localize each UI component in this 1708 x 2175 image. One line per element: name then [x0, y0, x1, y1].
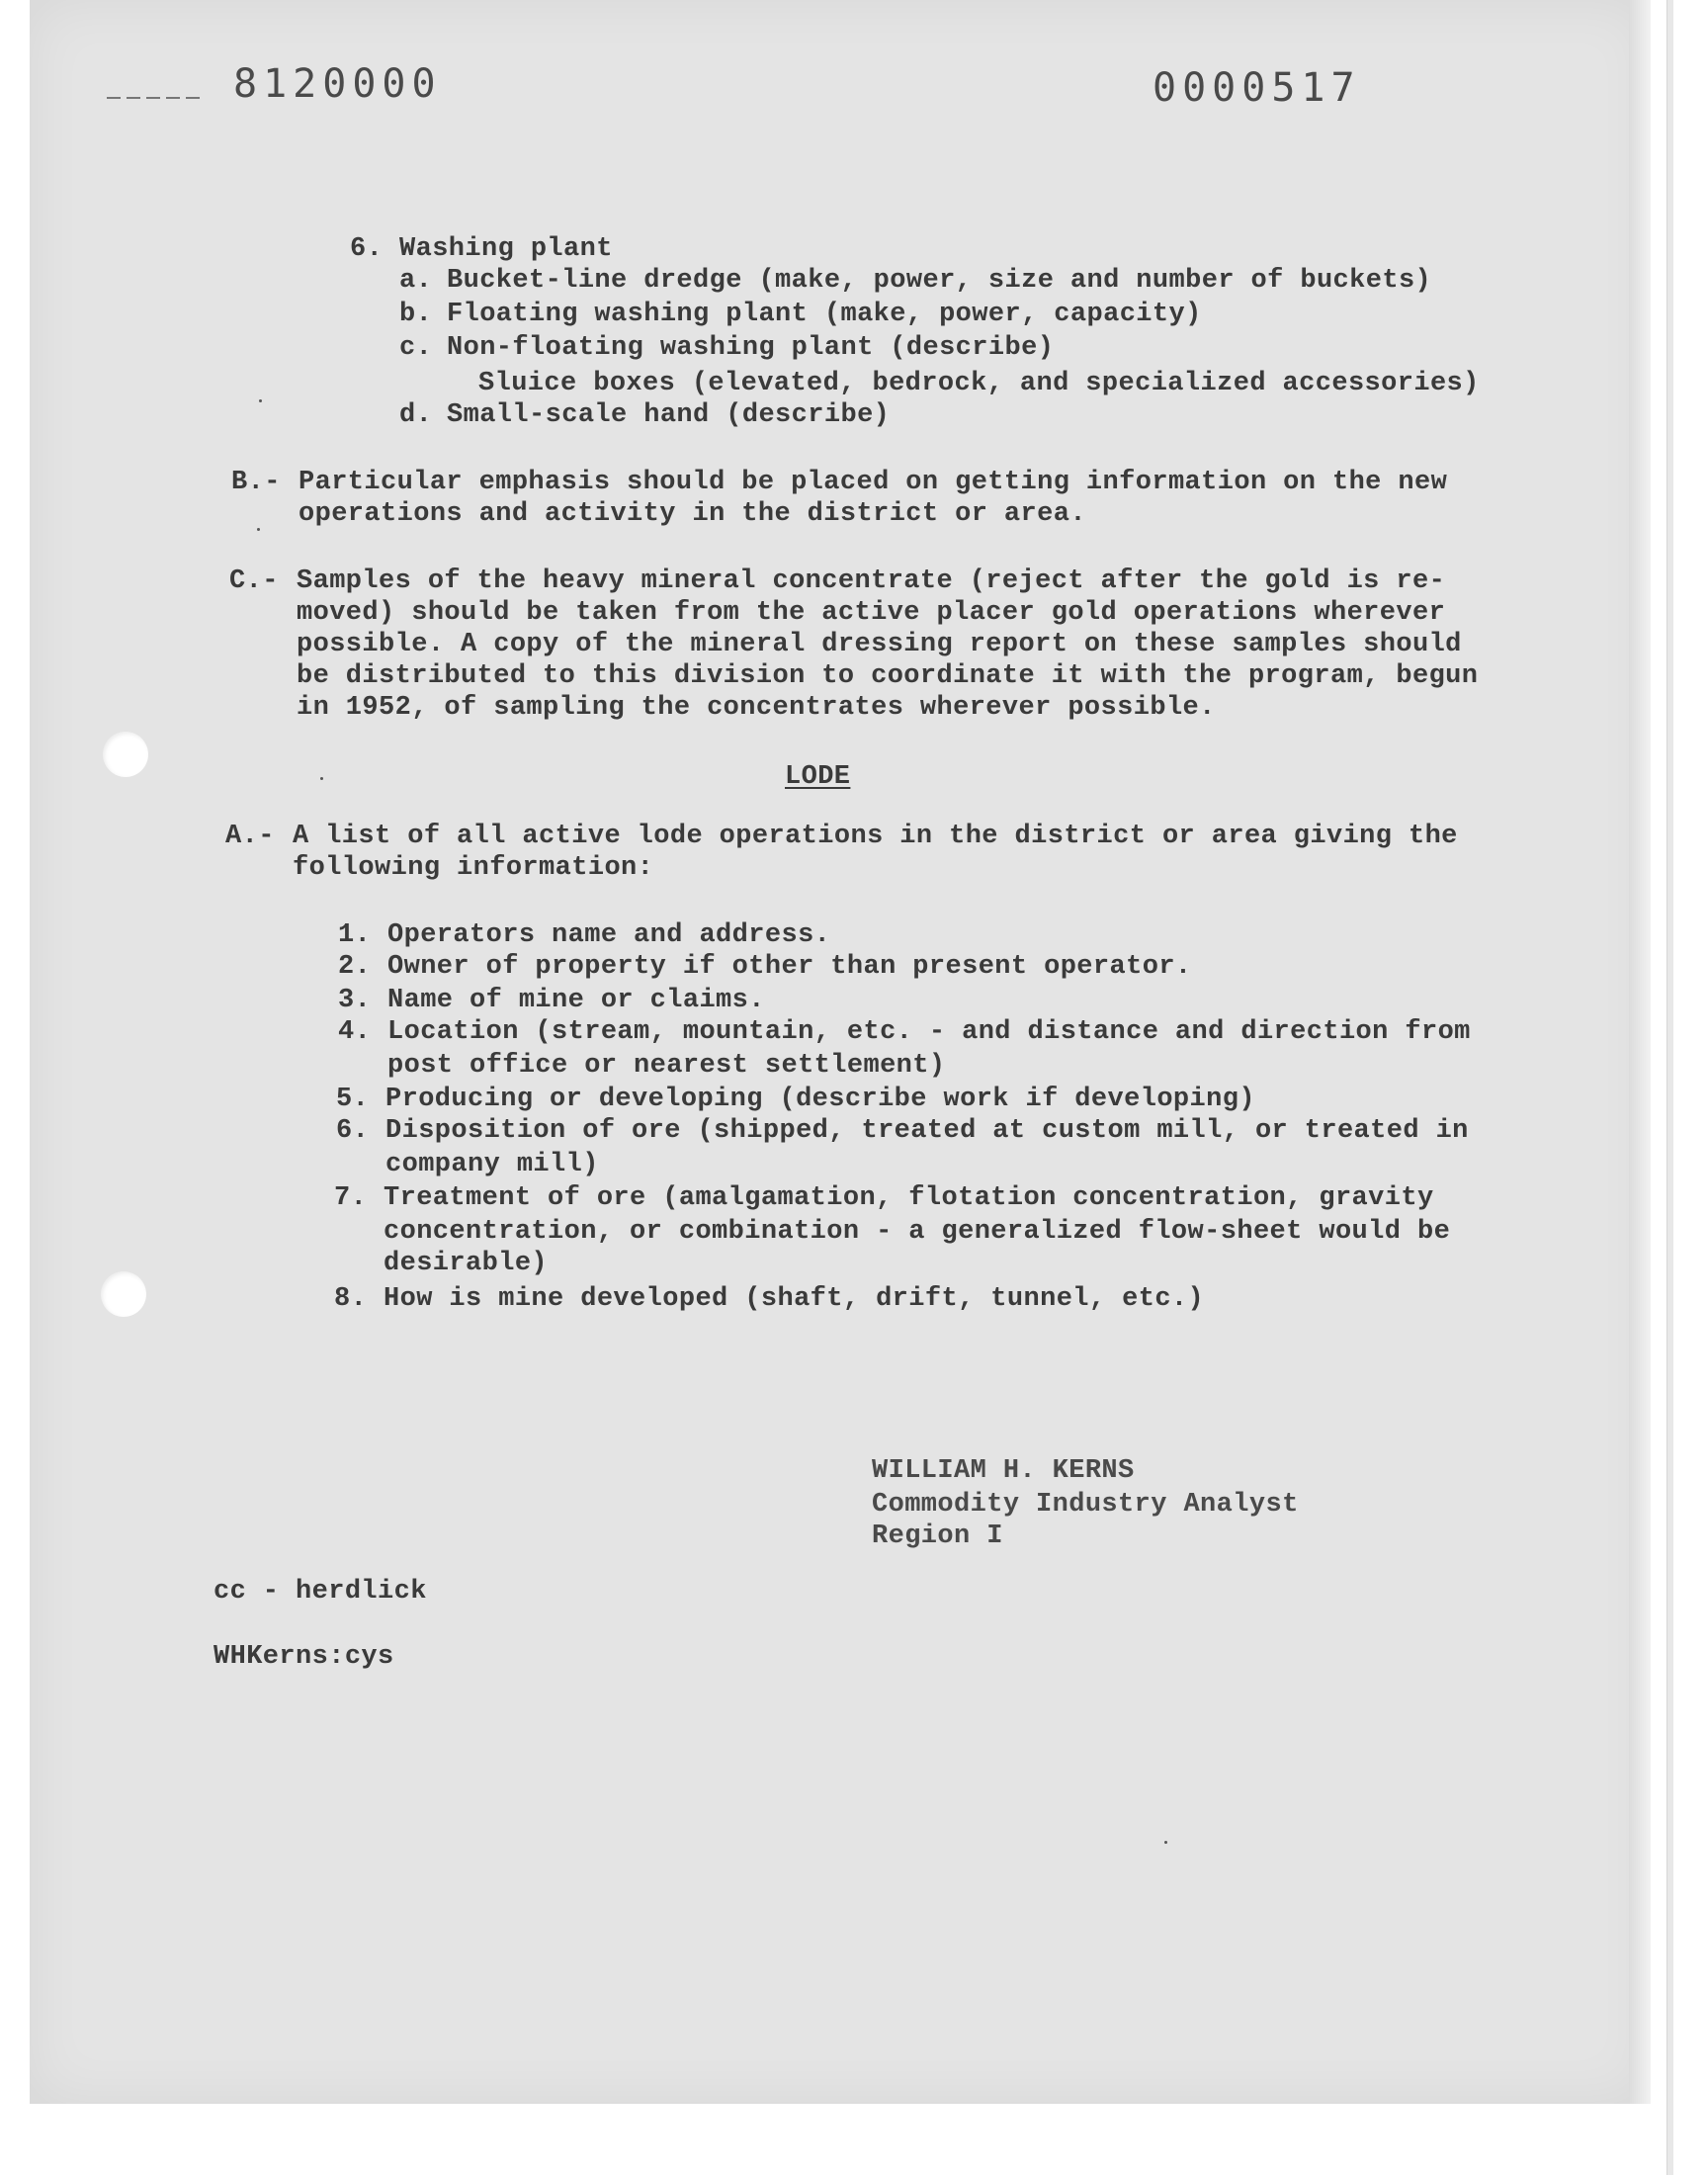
paragraph-line: Samples of the heavy mineral concentrate (reject after the gold is re-	[297, 566, 1446, 596]
paragraph-line: in 1952, of sampling the concentrates wherever possible.	[297, 693, 1216, 723]
washing-item-text: Sluice boxes (elevated, bedrock, and specialized accessories)	[478, 369, 1480, 398]
lode-item-line: Name of mine or claims.	[387, 986, 765, 1015]
washing-item-text: Bucket-line dredge (make, power, size and number of buckets)	[447, 266, 1432, 296]
section-b-label: B.-	[231, 468, 281, 497]
signatory-title: Commodity Industry Analyst	[872, 1490, 1299, 1520]
lode-item-number: 4.	[338, 1017, 372, 1047]
washing-item-letter: a.	[399, 266, 433, 296]
paragraph-line: A list of all active lode operations in the district or area giving the	[293, 822, 1458, 851]
typist-initials: WHKerns:cys	[214, 1642, 394, 1672]
paragraph-line: Particular emphasis should be placed on getting information on the new	[299, 468, 1448, 497]
scan-speck	[259, 399, 262, 402]
signatory-name: WILLIAM H. KERNS	[872, 1456, 1135, 1486]
scan-border	[1666, 0, 1673, 2175]
stamp-dash-mark	[107, 97, 206, 99]
section-c-paragraph	[297, 566, 1478, 724]
lode-item-line: desirable)	[384, 1249, 549, 1278]
paragraph-line: operations and activity in the district or area.	[299, 499, 1086, 529]
lode-item-line: Owner of property if other than present operator.	[387, 952, 1192, 982]
signatory-region: Region I	[872, 1522, 1003, 1551]
cc-line: cc - herdlick	[214, 1577, 427, 1607]
washing-item-text: Floating washing plant (make, power, capacity)	[447, 300, 1202, 329]
paragraph-line: following information:	[293, 853, 654, 883]
washing-item-letter: c.	[399, 333, 433, 363]
washing-item-text: Small-scale hand (describe)	[447, 400, 891, 430]
lode-item-number: 3.	[338, 986, 372, 1015]
paragraph-line: possible. A copy of the mineral dressing report on these samples should	[297, 630, 1462, 659]
section-c-label: C.-	[229, 566, 279, 596]
right-stamp-number: 0000517	[1153, 65, 1361, 111]
section-b-paragraph	[299, 467, 1447, 530]
lode-item-number: 2.	[338, 952, 372, 982]
paragraph-line: be distributed to this division to coordinate it with the program, begun	[297, 661, 1479, 691]
page-edge	[1629, 0, 1651, 2104]
binder-hole-upper	[103, 732, 148, 777]
washing-item-letter: b.	[399, 300, 433, 329]
lode-item-line: company mill)	[385, 1150, 599, 1179]
lode-item-line: Treatment of ore (amalgamation, flotation concentration, gravity	[384, 1183, 1434, 1213]
lode-item-number: 5.	[336, 1085, 370, 1114]
left-stamp-number: 8120000	[233, 61, 442, 107]
section-a-paragraph	[293, 821, 1458, 884]
scan-speck	[257, 528, 260, 531]
scan-speck	[320, 777, 323, 780]
washing-item-text: Non-floating washing plant (describe)	[447, 333, 1055, 363]
lode-item-line: How is mine developed (shaft, drift, tunnel, etc.)	[384, 1284, 1205, 1314]
washing-item-letter: d.	[399, 400, 433, 430]
lode-item-line: Operators name and address.	[387, 920, 831, 950]
lode-item-line: Disposition of ore (shipped, treated at custom mill, or treated in	[385, 1116, 1469, 1146]
paragraph-line: moved) should be taken from the active placer gold operations wherever	[297, 598, 1446, 628]
lode-item-line: concentration, or combination - a generalized flow-sheet would be	[384, 1217, 1451, 1247]
lode-item-number: 8.	[334, 1284, 368, 1314]
binder-hole-lower	[101, 1271, 146, 1317]
lode-item-number: 1.	[338, 920, 372, 950]
section-a-label: A.-	[225, 822, 275, 851]
lode-item-number: 6.	[336, 1116, 370, 1146]
washing-plant-title: Washing plant	[399, 234, 613, 264]
lode-item-line: Location (stream, mountain, etc. - and distance and direction from	[387, 1017, 1471, 1047]
lode-item-number: 7.	[334, 1183, 368, 1213]
scan-speck	[1164, 1841, 1167, 1844]
lode-item-line: post office or nearest settlement)	[387, 1051, 946, 1081]
lode-heading: LODE	[785, 762, 851, 792]
washing-plant-number: 6.	[350, 234, 384, 264]
lode-item-line: Producing or developing (describe work if developing)	[385, 1085, 1255, 1114]
